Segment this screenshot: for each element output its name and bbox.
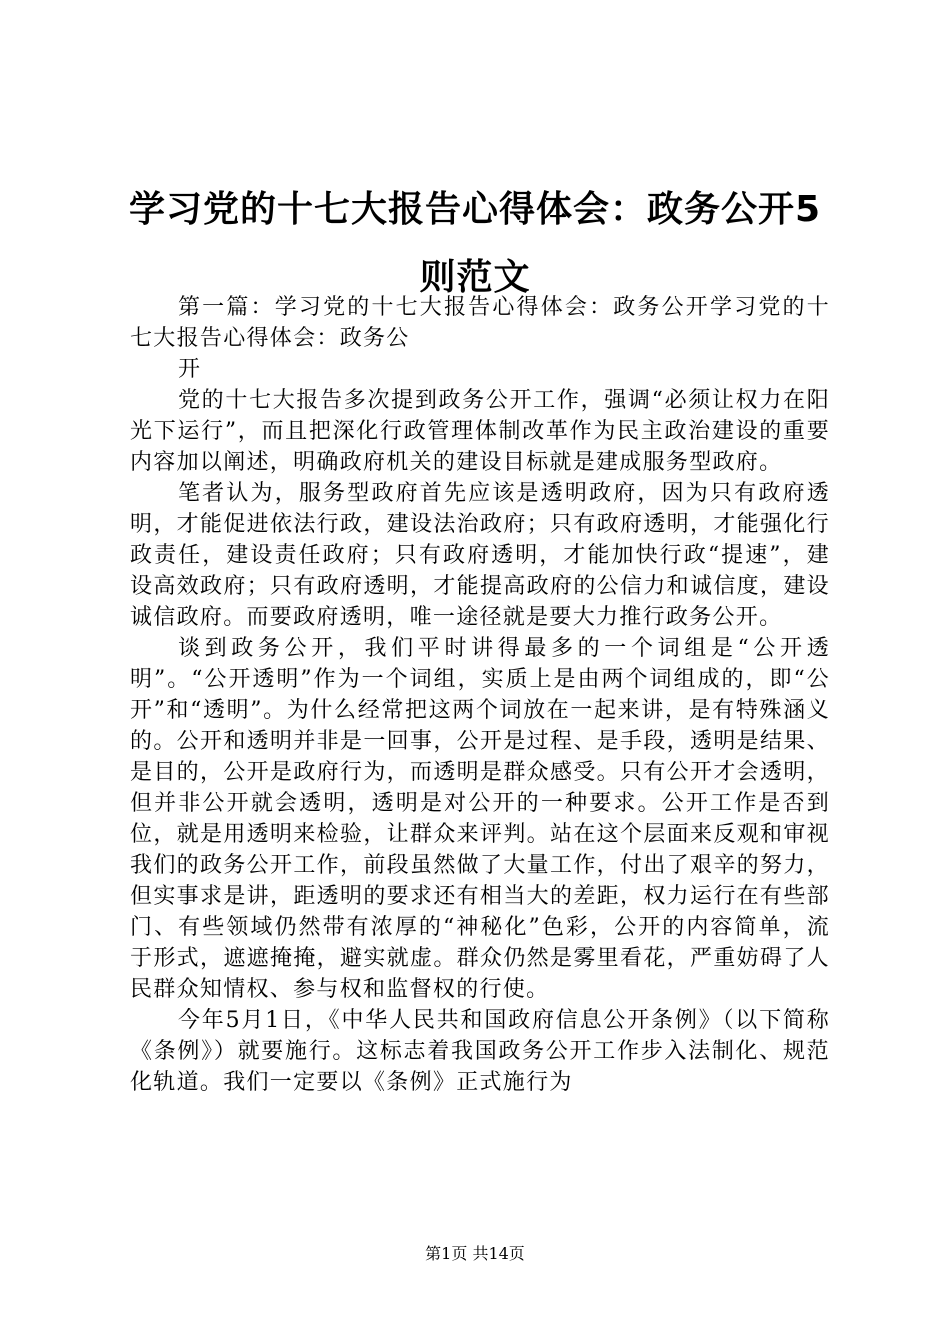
paragraph-2: 笔者认为，服务型政府首先应该是透明政府，因为只有政府透明，才能促进依法行政，建设法治政府；只有政府透明，才能强化行政责任，建设责任政府；只有政府透明，才能加快行政“提速”，建设高效政府；只有政府透明，才能提高政府的公信力和诚信度，建设诚信政府。而要政府透明，唯一途径就是要大力推行政务公开。 (130, 481, 830, 630)
document-body (130, 292, 830, 1098)
page-number-footer: 第1页 共14页 (425, 1244, 525, 1263)
section-heading: 第一篇：学习党的十七大报告心得体会：政务公开学习党的十七大报告心得体会：政务公 (130, 295, 830, 351)
document-title: 学习党的十七大报告心得体会：政务公开5则范文 (128, 189, 822, 298)
paragraph-3: 谈到政务公开，我们平时讲得最多的一个词组是“公开透明”。“公开透明”作为一个词组，实质上是由两个词组成的，即“公开”和“透明”。为什么经常把这两个词放在一起来讲，是有特殊涵义的。公开和透明并非是一回事，公开是过程、是手段，透明是结果、是目的，公开是政府行为，而透明是群众感受。只有公开才会透明，但并非公开就会透明，透明是对公开的一种要求。公开工作是否到位，就是用透明来检验，让群众来评判。站在这个层面来反观和审视我们的政务公开工作，前段虽然做了大量工作，付出了艰辛的努力，但实事求是讲，距透明的要求还有相当大的差距，权力运行在有些部门、有些领域仍然带有浓厚的“神秘化”色彩，公开的内容简单，流于形式，遮遮掩掩，避实就虚。群众仍然是雾里看花，严重妨碍了人民群众知情权、参与权和监督权的行使。 (130, 636, 830, 1002)
section-heading-tail: 开 (178, 357, 202, 382)
paragraph-1: 党的十七大报告多次提到政务公开工作，强调“必须让权力在阳光下运行”，而且把深化行政管理体制改革作为民主政治建设的重要内容加以阐述，明确政府机关的建设目标就是建成服务型政府。 (130, 388, 830, 475)
paragraph-4: 今年5月1日，《中华人民共和国政府信息公开条例》（以下简称《条例》）就要施行。这标志着我国政务公开工作步入法制化、规范化轨道。我们一定要以《条例》正式施行为 (130, 1008, 830, 1095)
